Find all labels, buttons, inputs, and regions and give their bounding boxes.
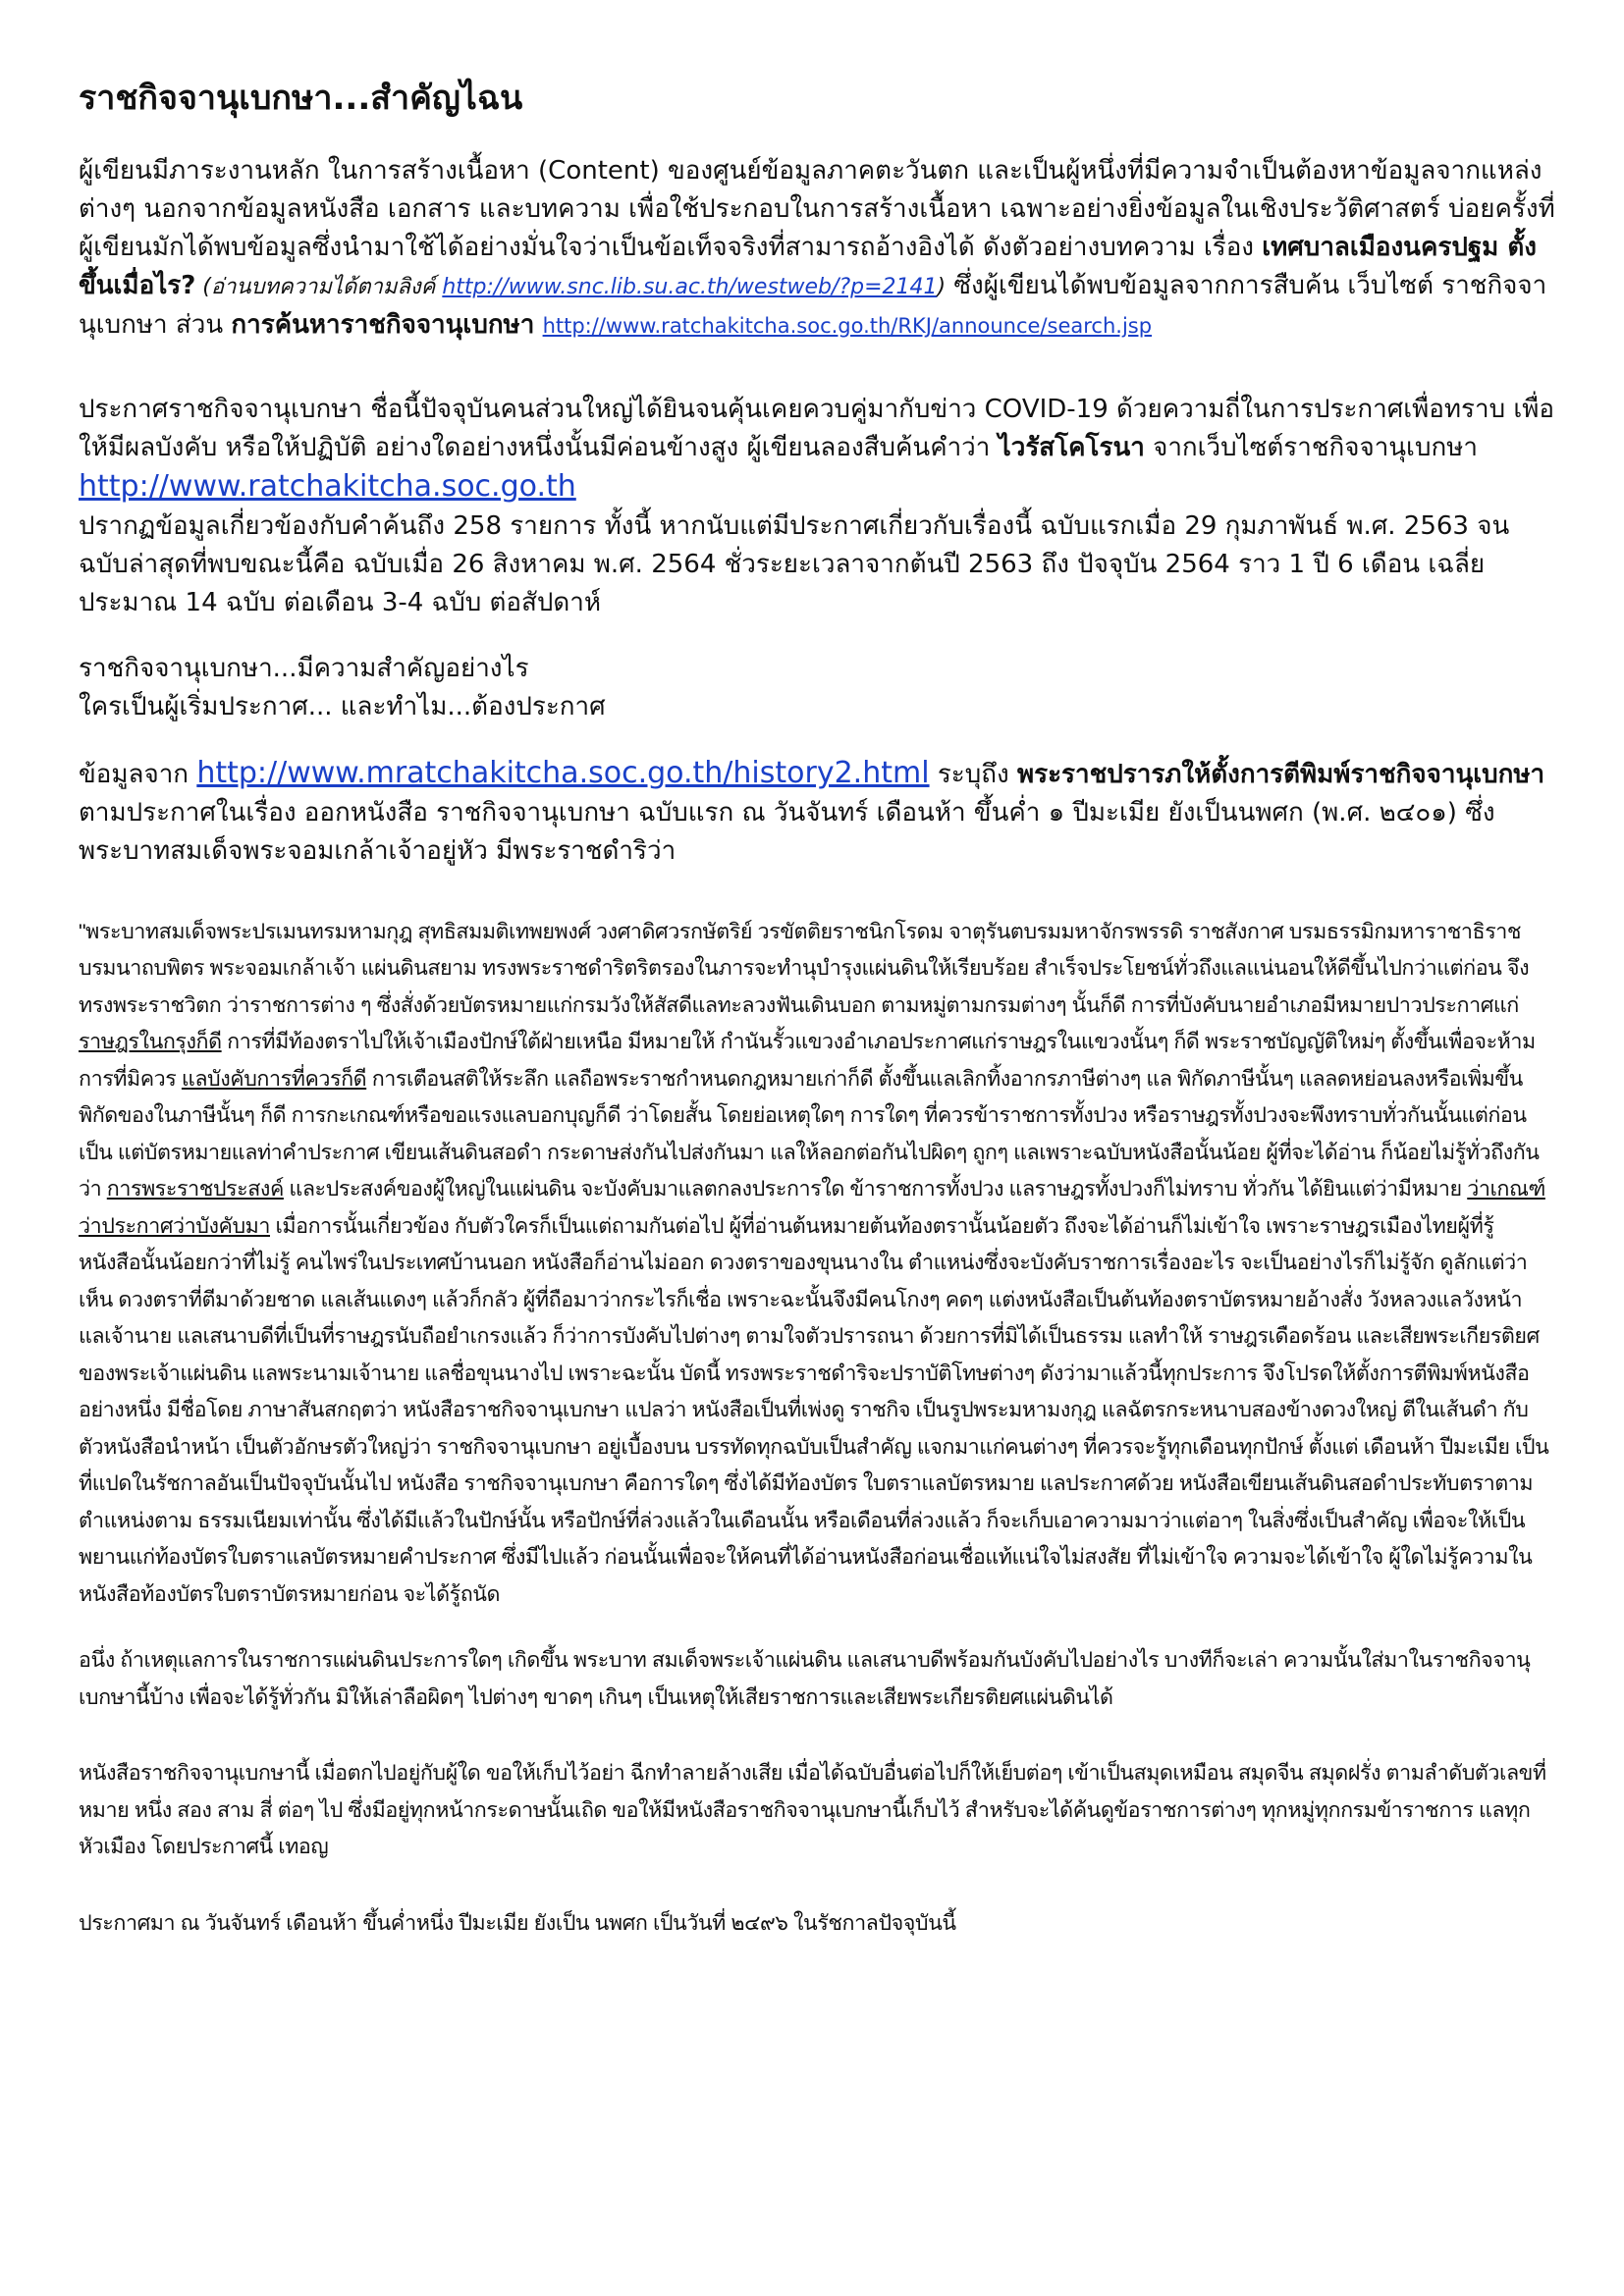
- source-paragraph: [79, 754, 1555, 871]
- article-title-bold: เทศบาลเมืองนครปฐม ตั้งขึ้นเมื่อไร?: [79, 232, 1537, 300]
- question-2: ใครเป็นผู้เริ่มประกาศ... และทำไม...ต้องประกาศ: [79, 691, 606, 721]
- questions-paragraph: [79, 650, 1555, 726]
- quote-text-d: และประสงค์ของผู้ใหญ่ในแผ่นดิน จะบังคับมาแลตกลงประการใด ข้าราชการทั้งปวง แลราษฎรทั้งปวงก็ไม่ทราบ ทั่วกัน ได้ยินแต่ว่ามีหมาย: [283, 1177, 1468, 1201]
- quote-underline-4: ว่าเกณฑ์ว่าประกาศว่าบังคับมา: [79, 1177, 1545, 1238]
- quote-underline-2: แลบังคับการที่ควรก็ดี: [181, 1066, 367, 1091]
- covid-text-1: ประกาศราชกิจจานุเบกษา ชื่อนี้ปัจจุบันคนส่วนใหญ่ได้ยินจนคุ้นเคยควบคู่มากับข่าว COVID-19 ด้วยความถี่ในการประกาศเพื่อทราบ เพื่อให้มีผลบังคับ หรือให้ปฏิบัติ อย่างใดอย่างหนึ่งนั้นมีค่อนข้างสูง ผู้เขียนลองสืบค้นคำว่า: [79, 394, 1555, 462]
- note-close: ): [937, 274, 947, 299]
- quote-paragraph-3: หนังสือราชกิจจานุเบกษานี้ เมื่อตกไปอยู่กับผู้ใด ขอให้เก็บไว้อย่า ฉีกทำลายล้างเสีย เมื่อได้ฉบับอื่นต่อไปก็ให้เย็บต่อๆ เข้าเป็นสมุดเหมือน สมุดจีน สมุดฝรั่ง ตามลำดับตัวเลขที่หมาย หนึ่ง สอง สาม สี่ ต่อๆ ไป ซึ่งมีอยู่ทุกหน้ากระดาษนั้นเถิด ขอให้มีหนังสือราชกิจจานุเบกษานี้เก็บไว้ สำหรับจะได้ค้นดูข้อราชการต่างๆ ทุกหมู่ทุกกรมข้าราชการ แลทุกหัวเมือง โดยประกาศนี้ เทอญ: [79, 1761, 1546, 1859]
- quote-paragraph-4: ประกาศมา ณ วันจันทร์ เดือนห้า ขึ้นค่ำหนึ่ง ปีมะเมีย ยังเป็น นพศก เป็นวันที่ ๒๔๙๖ ในรัชกาลปัจจุบันนี้: [79, 1910, 956, 1935]
- history-link[interactable]: http://www.mratchakitcha.soc.go.th/history2.html: [196, 755, 930, 790]
- page-title: ราชกิจจานุเบกษา...สำคัญไฉน: [79, 79, 523, 118]
- proclamation-quote: [79, 914, 1555, 1943]
- search-section-bold: การค้นหาราชกิจจานุเบกษา: [231, 309, 535, 340]
- intro-paragraph: [79, 152, 1555, 346]
- quote-underline-1: ราษฎรในกรุงก็ดี: [79, 1030, 222, 1054]
- quote-text-a: "พระบาทสมเด็จพระปรเมนทรมหามกุฎ สุทธิสมมติเทพยพงศ์ วงศาดิศวรกษัตริย์ วรขัตติยราชนิกโรดม จาตุรันตบรมมหาจักรพรรดิ ราชสังกาศ บรมธรรมิกมหาราชาธิราช บรมนาถบพิตร พระจอมเกล้าเจ้า แผ่นดินสยาม ทรงพระราชดำริตริตรองในภารจะทำนุบำรุงแผ่นดินให้เรียบร้อย สำเร็จประโยชน์ทั่วถึงแลแน่นอนให้ดีขึ้นไปกว่าแต่ก่อน จึงทรงพระราชวิตก ว่าราชการต่าง ๆ ซึ่งสั่งด้วยบัตรหมายแก่กรมวังให้สัสดีแลทะลวงฟันเดินบอก ตามหมู่ตามกรมต่างๆ นั้นก็ดี การที่บังคับนายอำเภอมีหมายปาวประกาศแก่: [79, 919, 1530, 1017]
- quote-text-e: เมื่อการนั้นเกี่ยวข้อง กับตัวใครก็เป็นแต่ถามกันต่อไป ผู้ที่อ่านต้นหมายต้นท้องตรานั้นน้อยตัว ถึงจะได้อ่านก็ไม่เข้าใจ เพราะราษฎรเมืองไทยผู้ที่รู้หนังสือนั้นน้อยกว่าที่ไม่รู้ คนไพร่ในประเทศบ้านนอก หนังสือก็อ่านไม่ออก ดวงตราของขุนนางใน ตำแหน่งซึ่งจะบังคับราชการเรื่องอะไร จะเป็นอย่างไรก็ไม่รู้จัก ดูลักแต่ว่าเห็น ดวงตราที่ตีมาด้วยชาด แลเส้นแดงๆ แล้วก็กลัว ผู้ที่ถือมาว่ากระไรก็เชื่อ เพราะฉะนั้นจึงมีคนโกงๆ คดๆ แต่งหนังสือเป็นต้นท้องตราบัตรหมายอ้างสั่ง วังหลวงแลวังหน้า แลเจ้านาย แลเสนาบดีที่เป็นที่ราษฎรนับถือยำเกรงแล้ว ก็ว่าการบังคับไปต่างๆ ตามใจตัวปรารถนา ด้วยการที่มิได้เป็นธรรม แลทำให้ ราษฎรเดือดร้อน และเสียพระเกียรติยศของพระเจ้าแผ่นดิน แลพระนามเจ้านาย แลชื่อขุนนางไป เพราะฉะนั้น บัดนี้ ทรงพระราชดำริจะปราบัติโทษต่างๆ ดังว่ามาแล้วนี้ทุกประการ จึงโปรดให้ตั้งการตีพิมพ์หนังสืออย่างหนึ่ง มีชื่อโดย ภาษาสันสกฤตว่า หนังสือราชกิจจานุเบกษา แปลว่า หนังสือเป็นที่เพ่งดู ราชกิจ เป็นรูปพระมหามงกุฎ แลฉัตรกระหนาบสองข้างดวงใหญ่ ตีในเส้นดำ กับตัวหนังสือนำหน้า เป็นตัวอักษรตัวใหญ่ว่า ราชกิจจานุเบกษา อยู่เบื้องบน บรรทัดทุกฉบับเป็นสำคัญ แจกมาแก่คนต่างๆ ที่ควรจะรู้ทุกเดือนทุกปักษ์ ตั้งแต่ เดือนห้า ปีมะเมีย เป็นที่แปดในรัชกาลอันเป็นปัจจุบันนั้นไป หนังสือ ราชกิจจานุเบกษา คือการใดๆ ซึ่งได้มีท้องบัตร ใบตราแลบัตรหมาย แลประกาศด้วย หนังสือเขียนเส้นดินสอดำประทับตราตามตำแหน่งตาม ธรรมเนียมเท่านั้น ซึ่งได้มีแล้วในปักษ์นั้น หรือปักษ์ที่ล่วงแล้วในเดือนนั้น หรือเดือนที่ล่วงแล้ว ก็จะเก็บเอาความมาว่าแต่อาๆ ในสิ่งซึ่งเป็นสำคัญ เพื่อจะให้เป็นพยานแก่ท้องบัตรใบตราแลบัตรหมายคำประกาศ ซึ่งมีไปแล้ว ก่อนนั้นเพื่อจะให้คนที่ได้อ่านหนังสือก่อนเชื่อแท้แน่ใจไม่สงสัย ที่ไม่เข้าใจ ความจะได้เข้าใจ ผู้ใดไม่รู้ความในหนังสือท้องบัตรใบตราบัตรหมายก่อน จะได้รู้ถนัด: [79, 1213, 1549, 1606]
- covid-paragraph: [79, 391, 1555, 622]
- intro-text-1: ผู้เขียนมีภาระงานหลัก ในการสร้างเนื้อหา (Content) ของศูนย์ข้อมูลภาคตะวันตก และเป็นผู้หนึ่งที่มีความจำเป็นต้องหาข้อมูลจากแหล่งต่างๆ นอกจากข้อมูลหนังสือ เอกสาร และบทความ เพื่อใช้ประกอบในการสร้างเนื้อหา เฉพาะอย่างยิ่งข้อมูลในเชิงประวัติศาสตร์ บ่อยครั้งที่ผู้เขียนมักได้พบข้อมูลซึ่งนำมาใช้ได้อย่างมั่นใจว่าเป็นข้อเท็จจริงที่สามารถอ้างอิงได้ ดังตัวอย่างบทความ เรื่อง: [79, 155, 1555, 262]
- quote-text-b: การที่มีท้องตราไปให้เจ้าเมืองปักษ์ใต้ฝ่ายเหนือ มีหมายให้ กำนันรั้วแขวงอำเภอประกาศแก่ราษฎรในแขวงนั้นๆ ก็ดี พระราชบัญญัติใหม่ๆ ตั้งขึ้นเพื่อจะห้ามการที่มิควร: [79, 1030, 1536, 1091]
- source-text-1: ข้อมูลจาก: [79, 759, 197, 789]
- intro-text-2: ซึ่งผู้เขียนได้พบข้อมูลจากการสืบค้น เว็บไซต์ ราชกิจจานุเบกษา ส่วน: [79, 270, 1547, 340]
- quote-paragraph-2: อนึ่ง ถ้าเหตุแลการในราชการแผ่นดินประการใดๆ เกิดขึ้น พระบาท สมเด็จพระเจ้าแผ่นดิน แลเสนาบดีพร้อมกันบังคับไปอย่างไร บางทีก็จะเล่า ความนั้นใส่มาในราชกิจจานุเบกษานี้บ้าง เพื่อจะได้รู้ทั่วกัน มิให้เล่าลือผิดๆ ไปต่างๆ ขาดๆ เกินๆ เป็นเหตุให้เสียราชการและเสียพระเกียรติยศแผ่นดินได้: [79, 1648, 1531, 1709]
- quote-text-c: การเตือนสติให้ระลึก แลถือพระราชกำหนดกฎหมายเก่าก็ดี ตั้งขึ้นแลเลิกทิ้งอากรภาษีต่างๆ แล พิกัดภาษีนั้นๆ แลลดหย่อนลงหรือเพิ่มขึ้นพิกัดของในภาษีนั้นๆ ก็ดี การกะเกณฑ์หรือขอแรงแลบอกบุญก็ดี ว่าโดยสั้น โดยย่อเหตุใดๆ การใดๆ ที่ควรข้าราชการทั้งปวง หรือราษฎรทั้งปวงจะพึงทราบทั่วกันนั้นแต่ก่อนเป็น แต่บัตรหมายแลท่าคำประกาศ เขียนเส้นดินสอดำ กระดาษส่งกันไปส่งกันมา แลให้ลอกต่อกันไปผิดๆ ถูกๆ แลเพราะฉบับหนังสือนั้นน้อย ผู้ที่จะได้อ่าน ก็น้อยไม่รู้ทั่วถึงกันว่า: [79, 1066, 1540, 1201]
- source-text-3: ตามประกาศในเรื่อง ออกหนังสือ ราชกิจจานุเบกษา ฉบับแรก ณ วันจันทร์ เดือนห้า ขึ้นค่ำ ๑ ปีมะเมีย ยังเป็นนพศก (พ.ศ. ๒๔๐๑) ซึ่งพระบาทสมเด็จพระจอมเกล้าเจ้าอยู่หัว มีพระราชดำริว่า: [79, 797, 1495, 866]
- covid-text-2: จากเว็บไซต์ราชกิจจานุเบกษา: [1144, 432, 1478, 462]
- article-link[interactable]: http://www.snc.lib.su.ac.th/westweb/?p=2141: [442, 274, 938, 299]
- note-open: (อ่านบทความได้ตามลิงค์: [195, 274, 443, 299]
- quote-underline-3: การพระราชประสงค์: [106, 1177, 284, 1201]
- royal-remark-bold: พระราชปรารภให้ตั้งการตีพิมพ์ราชกิจจานุเบกษา: [1016, 759, 1545, 789]
- quote-paragraph-1: [79, 914, 1549, 1614]
- covid-text-3: ปรากฏข้อมูลเกี่ยวข้องกับคำค้นถึง 258 รายการ ทั้งนี้ หากนับแต่มีประกาศเกี่ยวกับเรื่องนี้ ฉบับแรกเมื่อ 29 กุมภาพันธ์ พ.ศ. 2563 จนฉบับล่าสุดที่พบขณะนี้คือ ฉบับเมื่อ 26 สิงหาคม พ.ศ. 2564 ชั่วระยะเวลาจากต้นปี 2563 ถึง ปัจจุบัน 2564 ราว 1 ปี 6 เดือน เฉลี่ยประมาณ 14 ฉบับ ต่อเดือน 3-4 ฉบับ ต่อสัปดาห์: [79, 510, 1510, 617]
- search-link[interactable]: http://www.ratchakitcha.soc.go.th/RKJ/announce/search.jsp: [542, 313, 1153, 338]
- ratchakitcha-link[interactable]: http://www.ratchakitcha.soc.go.th: [79, 468, 576, 504]
- source-text-2: ระบุถึง: [929, 759, 1017, 789]
- question-1: ราชกิจจานุเบกษา...มีความสำคัญอย่างไร: [79, 653, 529, 683]
- search-term-bold: ไวรัสโคโรนา: [998, 432, 1145, 462]
